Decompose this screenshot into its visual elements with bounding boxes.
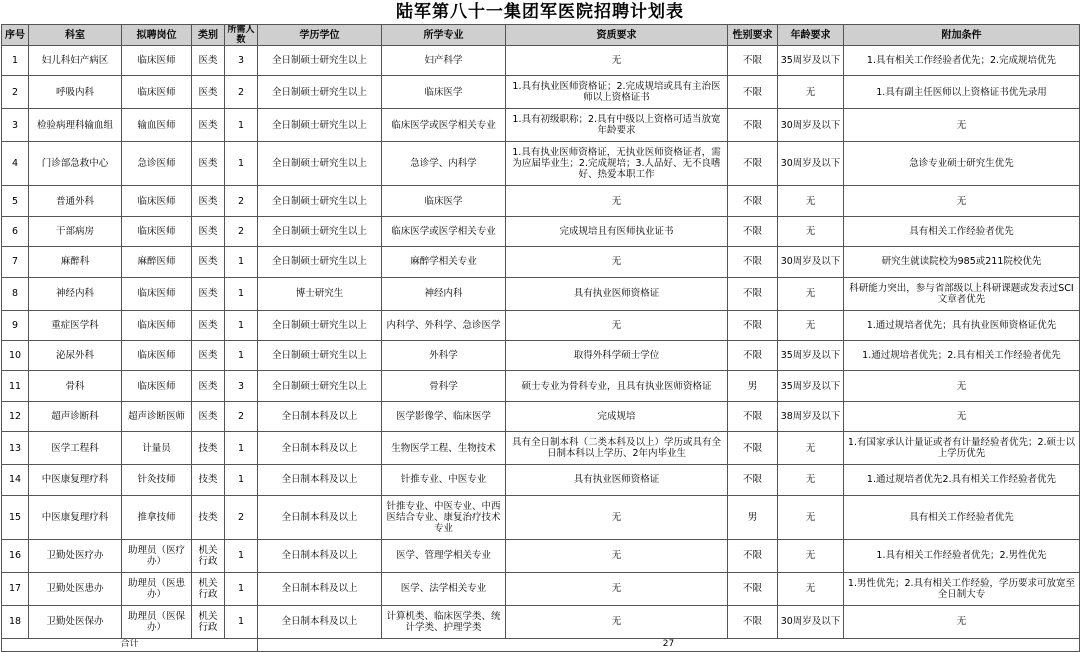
table-row <box>2 465 1080 495</box>
cell-age: 无 <box>778 572 844 605</box>
cell-count: 3 <box>225 46 258 76</box>
cell-position: 临床医师 <box>122 216 192 246</box>
cell-position: 计量员 <box>122 432 192 465</box>
cell-qualification: 具有全日制本科（二类本科及以上）学历或具有全日制本科以上学历、2年内毕业生 <box>506 432 728 465</box>
cell-extra: 1.具有相关工作经验者优先；2.完成规培优先 <box>844 46 1080 76</box>
cell-education: 全日制硕士研究生以上 <box>258 310 382 340</box>
cell-age: 30周岁及以下 <box>778 247 844 277</box>
cell-major: 急诊学、内科学 <box>382 142 506 186</box>
table-row <box>2 216 1080 246</box>
cell-age: 35周岁及以下 <box>778 340 844 370</box>
cell-dept: 卫勤处医疗办 <box>29 539 122 572</box>
cell-no: 8 <box>2 277 29 310</box>
cell-education: 全日制硕士研究生以上 <box>258 371 382 401</box>
cell-gender: 不限 <box>728 109 778 142</box>
cell-age: 无 <box>778 310 844 340</box>
cell-category: 医类 <box>192 142 225 186</box>
cell-education: 全日制本科及以上 <box>258 572 382 605</box>
cell-count: 1 <box>225 247 258 277</box>
cell-major: 外科学 <box>382 340 506 370</box>
cell-count: 1 <box>225 310 258 340</box>
cell-major: 临床医学 <box>382 76 506 109</box>
table-row <box>2 495 1080 539</box>
cell-gender: 不限 <box>728 216 778 246</box>
table-row <box>2 572 1080 605</box>
cell-education: 全日制硕士研究生以上 <box>258 247 382 277</box>
cell-qualification: 无 <box>506 539 728 572</box>
cell-major: 生物医学工程、生物技术 <box>382 432 506 465</box>
cell-gender: 不限 <box>728 539 778 572</box>
cell-count: 1 <box>225 572 258 605</box>
table-row <box>2 310 1080 340</box>
cell-position: 临床医师 <box>122 371 192 401</box>
cell-major: 临床医学 <box>382 186 506 216</box>
cell-dept: 卫勤处医患办 <box>29 572 122 605</box>
cell-gender: 男 <box>728 495 778 539</box>
cell-extra: 无 <box>844 109 1080 142</box>
cell-major: 内科学、外科学、急诊医学 <box>382 310 506 340</box>
cell-no: 6 <box>2 216 29 246</box>
cell-category: 医类 <box>192 310 225 340</box>
cell-qualification: 无 <box>506 572 728 605</box>
cell-count: 1 <box>225 465 258 495</box>
cell-extra: 无 <box>844 371 1080 401</box>
cell-category: 医类 <box>192 277 225 310</box>
table-row <box>2 247 1080 277</box>
cell-category: 医类 <box>192 46 225 76</box>
cell-dept: 检验病理科输血组 <box>29 109 122 142</box>
cell-age: 38周岁及以下 <box>778 401 844 431</box>
cell-gender: 不限 <box>728 310 778 340</box>
cell-education: 博士研究生 <box>258 277 382 310</box>
cell-no: 4 <box>2 142 29 186</box>
cell-dept: 门诊部急救中心 <box>29 142 122 186</box>
cell-age: 35周岁及以下 <box>778 46 844 76</box>
cell-category: 技类 <box>192 495 225 539</box>
table-row <box>2 539 1080 572</box>
cell-dept: 超声诊断科 <box>29 401 122 431</box>
cell-count: 2 <box>225 216 258 246</box>
cell-education: 全日制硕士研究生以上 <box>258 340 382 370</box>
cell-age: 30周岁及以下 <box>778 109 844 142</box>
header-extra: 附加条件 <box>844 25 1080 46</box>
cell-position: 临床医师 <box>122 76 192 109</box>
cell-count: 1 <box>225 539 258 572</box>
cell-count: 1 <box>225 340 258 370</box>
cell-position: 助理员（医患办） <box>122 572 192 605</box>
header-count <box>225 25 258 46</box>
cell-no: 5 <box>2 186 29 216</box>
cell-extra: 无 <box>844 401 1080 431</box>
table-row <box>2 432 1080 465</box>
cell-category: 医类 <box>192 186 225 216</box>
cell-qualification: 1.具有初级职称；2.具有中级以上资格可适当放宽年龄要求 <box>506 109 728 142</box>
cell-age: 无 <box>778 495 844 539</box>
cell-age: 30周岁及以下 <box>778 142 844 186</box>
cell-qualification: 取得外科学硕士学位 <box>506 340 728 370</box>
cell-position: 急诊医师 <box>122 142 192 186</box>
cell-major: 临床医学或医学相关专业 <box>382 216 506 246</box>
cell-qualification: 1.具有执业医师资格证，无执业医师资格证者，需为应届毕业生；2.完成规培；3.人品好、无不良嗜好、热爱本职工作 <box>506 142 728 186</box>
cell-no: 14 <box>2 465 29 495</box>
cell-position: 临床医师 <box>122 310 192 340</box>
cell-category: 机关行政 <box>192 572 225 605</box>
cell-dept: 干部病房 <box>29 216 122 246</box>
cell-major: 计算机类、临床医学类、统计学类、护理学类 <box>382 605 506 638</box>
cell-dept: 重症医学科 <box>29 310 122 340</box>
header-qualification: 资质要求 <box>506 25 728 46</box>
cell-qualification: 完成规培 <box>506 401 728 431</box>
cell-major: 麻醉学相关专业 <box>382 247 506 277</box>
header-gender: 性别要求 <box>728 25 778 46</box>
cell-age: 无 <box>778 76 844 109</box>
cell-extra: 1.通过规培者优先；具有执业医师资格证优先 <box>844 310 1080 340</box>
cell-position: 针灸技师 <box>122 465 192 495</box>
cell-extra: 1.通过规培者优先2.具有相关工作经验者优先 <box>844 465 1080 495</box>
cell-education: 全日制本科及以上 <box>258 432 382 465</box>
cell-education: 全日制本科及以上 <box>258 401 382 431</box>
cell-qualification: 无 <box>506 605 728 638</box>
header-major: 所学专业 <box>382 25 506 46</box>
table-row <box>2 109 1080 142</box>
header-count-label: 所需人数 <box>227 25 255 45</box>
cell-age: 无 <box>778 186 844 216</box>
table-body <box>2 46 1080 639</box>
cell-qualification: 硕士专业为骨科专业，且具有执业医师资格证 <box>506 371 728 401</box>
cell-no: 16 <box>2 539 29 572</box>
header-no: 序号 <box>2 25 29 46</box>
cell-qualification: 具有执业医师资格证 <box>506 277 728 310</box>
cell-qualification: 1.具有执业医师资格证；2.完成规培或具有主治医师以上资格证书 <box>506 76 728 109</box>
table-row <box>2 401 1080 431</box>
cell-age: 无 <box>778 277 844 310</box>
cell-no: 11 <box>2 371 29 401</box>
cell-count: 1 <box>225 277 258 310</box>
cell-no: 13 <box>2 432 29 465</box>
recruitment-table <box>1 24 1080 652</box>
cell-age: 无 <box>778 432 844 465</box>
cell-count: 1 <box>225 605 258 638</box>
cell-age: 30周岁及以下 <box>778 605 844 638</box>
cell-qualification: 无 <box>506 247 728 277</box>
cell-education: 全日制本科及以上 <box>258 539 382 572</box>
header-position: 拟聘岗位 <box>122 25 192 46</box>
cell-education: 全日制硕士研究生以上 <box>258 216 382 246</box>
cell-qualification: 无 <box>506 310 728 340</box>
cell-category: 医类 <box>192 76 225 109</box>
cell-education: 全日制硕士研究生以上 <box>258 186 382 216</box>
cell-dept: 中医康复理疗科 <box>29 465 122 495</box>
cell-gender: 不限 <box>728 432 778 465</box>
table-row <box>2 186 1080 216</box>
header-category: 类别 <box>192 25 225 46</box>
cell-position: 临床医师 <box>122 186 192 216</box>
cell-extra: 无 <box>844 605 1080 638</box>
cell-extra: 1.男性优先；2.具有相关工作经验，学历要求可放宽至全日制大专 <box>844 572 1080 605</box>
cell-dept: 骨科 <box>29 371 122 401</box>
cell-category: 医类 <box>192 109 225 142</box>
cell-dept: 神经内科 <box>29 277 122 310</box>
table-row <box>2 277 1080 310</box>
cell-age: 35周岁及以下 <box>778 371 844 401</box>
cell-count: 3 <box>225 371 258 401</box>
cell-category: 机关行政 <box>192 605 225 638</box>
cell-count: 1 <box>225 432 258 465</box>
cell-position: 推拿技师 <box>122 495 192 539</box>
cell-dept: 呼吸内科 <box>29 76 122 109</box>
cell-count: 2 <box>225 186 258 216</box>
cell-age: 无 <box>778 539 844 572</box>
cell-gender: 不限 <box>728 142 778 186</box>
cell-gender: 男 <box>728 371 778 401</box>
cell-age: 无 <box>778 465 844 495</box>
cell-extra: 具有相关工作经验者优先 <box>844 216 1080 246</box>
cell-major: 医学、管理学相关专业 <box>382 539 506 572</box>
cell-qualification: 具有执业医师资格证 <box>506 465 728 495</box>
cell-count: 2 <box>225 495 258 539</box>
cell-gender: 不限 <box>728 605 778 638</box>
cell-extra: 无 <box>844 186 1080 216</box>
table-title: 陆军第八十一集团军医院招聘计划表 <box>396 2 684 22</box>
cell-no: 3 <box>2 109 29 142</box>
cell-major: 针推专业、中医专业、中西医结合专业、康复治疗技术专业 <box>382 495 506 539</box>
cell-no: 7 <box>2 247 29 277</box>
cell-qualification: 无 <box>506 186 728 216</box>
cell-gender: 不限 <box>728 401 778 431</box>
header-age: 年龄要求 <box>778 25 844 46</box>
cell-count: 2 <box>225 76 258 109</box>
cell-extra: 科研能力突出，参与省部级以上科研课题或发表过SCI文章者优先 <box>844 277 1080 310</box>
header-dept: 科室 <box>29 25 122 46</box>
table-row <box>2 46 1080 76</box>
cell-dept: 医学工程科 <box>29 432 122 465</box>
cell-education: 全日制本科及以上 <box>258 495 382 539</box>
cell-category: 技类 <box>192 432 225 465</box>
cell-category: 医类 <box>192 340 225 370</box>
cell-education: 全日制硕士研究生以上 <box>258 46 382 76</box>
cell-dept: 泌尿外科 <box>29 340 122 370</box>
cell-category: 机关行政 <box>192 539 225 572</box>
cell-major: 医学、法学相关专业 <box>382 572 506 605</box>
cell-education: 全日制硕士研究生以上 <box>258 142 382 186</box>
cell-extra: 急诊专业硕士研究生优先 <box>844 142 1080 186</box>
cell-education: 全日制本科及以上 <box>258 605 382 638</box>
table-row <box>2 340 1080 370</box>
cell-position: 临床医师 <box>122 340 192 370</box>
cell-extra: 具有相关工作经验者优先 <box>844 495 1080 539</box>
cell-major: 临床医学或医学相关专业 <box>382 109 506 142</box>
cell-category: 医类 <box>192 247 225 277</box>
cell-position: 助理员（医保办） <box>122 605 192 638</box>
cell-qualification: 无 <box>506 46 728 76</box>
cell-count: 2 <box>225 401 258 431</box>
cell-position: 助理员（医疗办） <box>122 539 192 572</box>
cell-major: 针推专业、中医专业 <box>382 465 506 495</box>
cell-position: 输血医师 <box>122 109 192 142</box>
cell-category: 医类 <box>192 371 225 401</box>
cell-gender: 不限 <box>728 465 778 495</box>
cell-education: 全日制硕士研究生以上 <box>258 109 382 142</box>
cell-gender: 不限 <box>728 76 778 109</box>
cell-no: 9 <box>2 310 29 340</box>
table-row <box>2 76 1080 109</box>
cell-major: 神经内科 <box>382 277 506 310</box>
cell-major: 医学影像学、临床医学 <box>382 401 506 431</box>
cell-extra: 1.有国家承认计量证或者有计量经验者优先；2.硕士以上学历优先 <box>844 432 1080 465</box>
cell-gender: 不限 <box>728 572 778 605</box>
cell-dept: 麻醉科 <box>29 247 122 277</box>
cell-count: 1 <box>225 109 258 142</box>
cell-gender: 不限 <box>728 340 778 370</box>
cell-position: 麻醉医师 <box>122 247 192 277</box>
table-row <box>2 605 1080 638</box>
cell-position: 临床医师 <box>122 277 192 310</box>
cell-dept: 普通外科 <box>29 186 122 216</box>
cell-no: 1 <box>2 46 29 76</box>
cell-no: 17 <box>2 572 29 605</box>
cell-category: 医类 <box>192 401 225 431</box>
cell-no: 10 <box>2 340 29 370</box>
cell-major: 妇产科学 <box>382 46 506 76</box>
header-row <box>2 25 1080 46</box>
cell-no: 18 <box>2 605 29 638</box>
cell-count: 1 <box>225 142 258 186</box>
cell-gender: 不限 <box>728 277 778 310</box>
total-value: 27 <box>258 638 1080 651</box>
cell-gender: 不限 <box>728 186 778 216</box>
cell-dept: 妇儿科妇产病区 <box>29 46 122 76</box>
total-label: 合计 <box>2 638 258 651</box>
total-row <box>2 638 1080 651</box>
cell-category: 技类 <box>192 465 225 495</box>
cell-extra: 1.具有副主任医师以上资格证书优先录用 <box>844 76 1080 109</box>
header-education: 学历学位 <box>258 25 382 46</box>
cell-gender: 不限 <box>728 46 778 76</box>
cell-position: 超声诊断医师 <box>122 401 192 431</box>
cell-extra: 1.通过规培者优先；2.具有相关工作经验者优先 <box>844 340 1080 370</box>
cell-qualification: 完成规培且有医师执业证书 <box>506 216 728 246</box>
cell-dept: 中医康复理疗科 <box>29 495 122 539</box>
cell-no: 15 <box>2 495 29 539</box>
cell-extra: 1.具有相关工作经验者优先；2.男性优先 <box>844 539 1080 572</box>
table-row <box>2 142 1080 186</box>
cell-extra: 研究生就读院校为985或211院校优先 <box>844 247 1080 277</box>
table-row <box>2 371 1080 401</box>
cell-position: 临床医师 <box>122 46 192 76</box>
cell-no: 12 <box>2 401 29 431</box>
cell-education: 全日制本科及以上 <box>258 465 382 495</box>
cell-education: 全日制硕士研究生以上 <box>258 76 382 109</box>
cell-dept: 卫勤处医保办 <box>29 605 122 638</box>
cell-age: 无 <box>778 216 844 246</box>
cell-category: 医类 <box>192 216 225 246</box>
cell-gender: 不限 <box>728 247 778 277</box>
cell-no: 2 <box>2 76 29 109</box>
cell-major: 骨科学 <box>382 371 506 401</box>
cell-qualification: 无 <box>506 495 728 539</box>
